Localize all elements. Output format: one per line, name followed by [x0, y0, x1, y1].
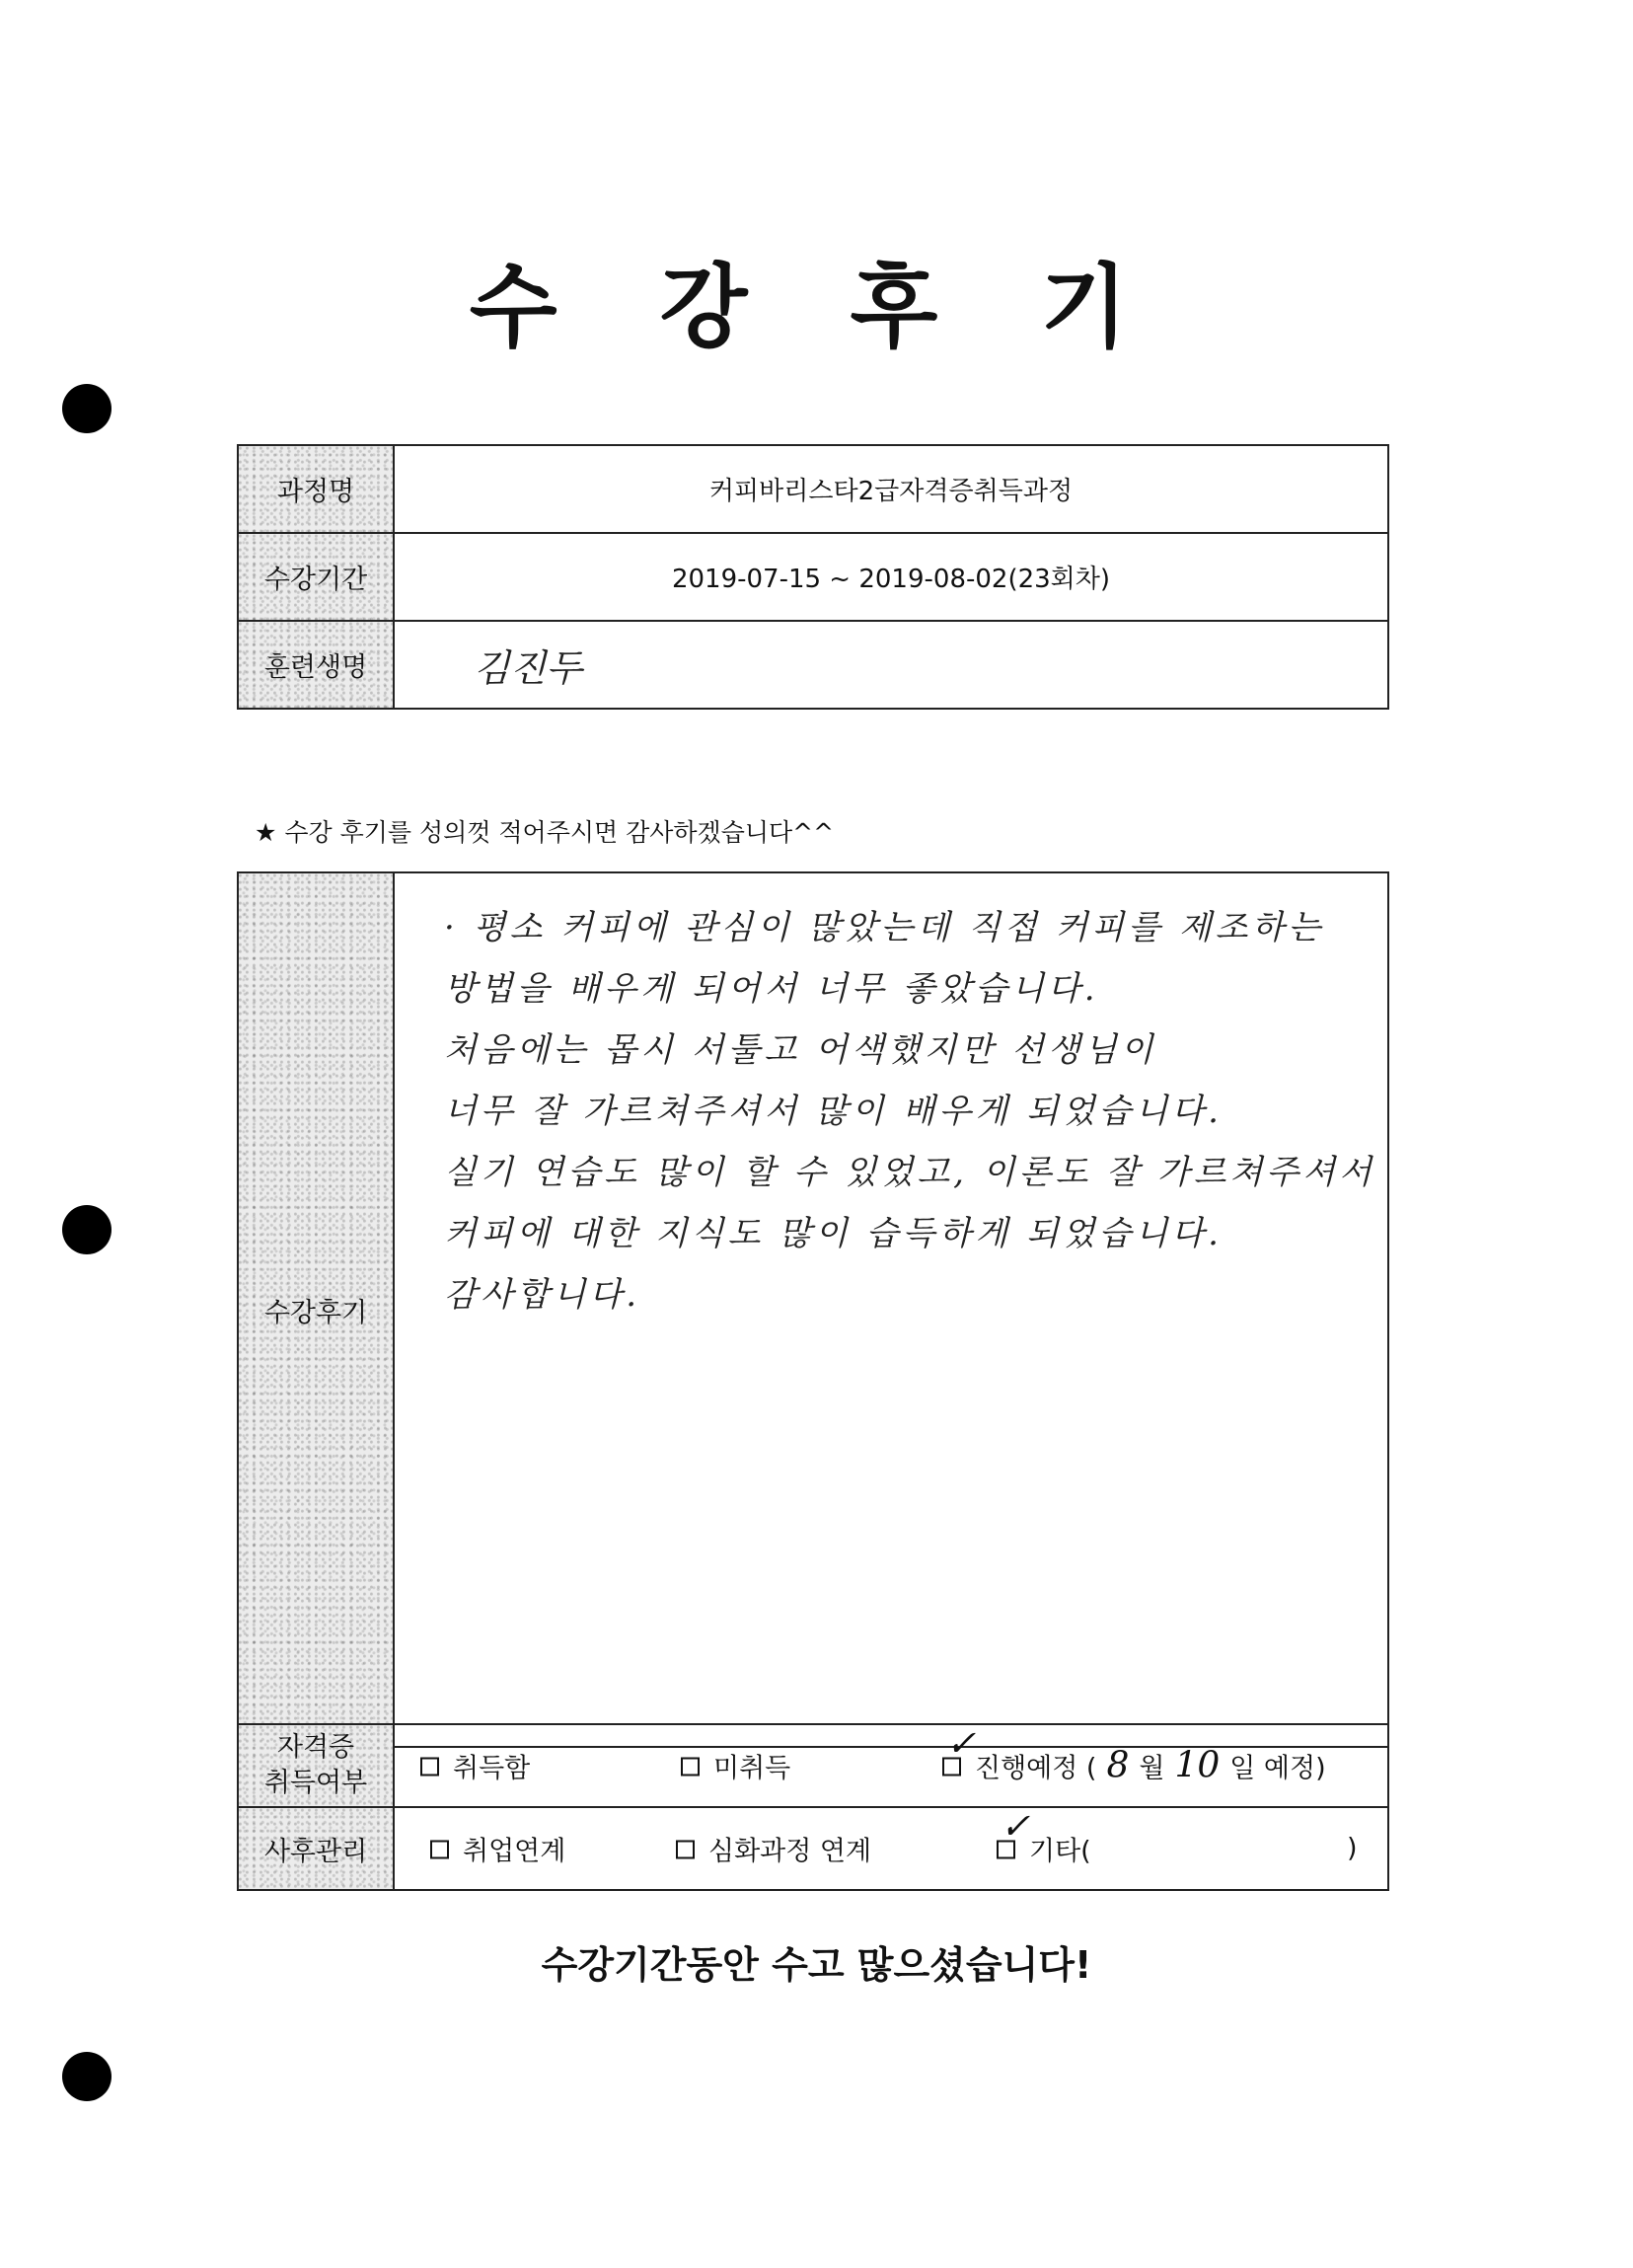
period-value: 2019-07-15 ~ 2019-08-02(23회차) [394, 533, 1388, 621]
aftercare-label: 사후관리 [238, 1807, 394, 1890]
document-title: 수 강 후 기 [469, 255, 1164, 360]
course-row [238, 445, 1388, 533]
option-employment[interactable]: 취업연계 [430, 1830, 565, 1868]
planned-day-handwritten: 10 [1174, 1745, 1221, 1786]
punch-hole-top [62, 384, 111, 433]
checkmark-icon: ✓ [946, 1723, 977, 1765]
trainee-name-handwritten: 김진두 [394, 621, 1388, 709]
review-line: 실기 연습도 많이 할 수 있었고, 이론도 잘 가르쳐주셔서 [444, 1153, 1375, 1192]
review-table [237, 871, 1389, 1748]
review-label: 수강후기 [238, 872, 394, 1747]
checkmark-icon: ✓ [1001, 1806, 1031, 1848]
certificate-label [238, 1724, 394, 1807]
trainee-label: 훈련생명 [238, 621, 394, 709]
option-planned[interactable]: ✓ 진행예정 ( 8 월 10 일 예정) [942, 1746, 1326, 1786]
checkbox-icon[interactable] [420, 1758, 439, 1777]
review-line: 감사합니다. [444, 1275, 641, 1315]
planned-month-handwritten: 8 [1106, 1745, 1130, 1786]
checkbox-checked-icon[interactable] [997, 1806, 1031, 1859]
checkbox-icon[interactable] [430, 1841, 449, 1859]
punch-hole-bottom [62, 2052, 111, 2101]
option-not-acquired[interactable]: 미취득 [681, 1747, 790, 1785]
certificate-label-line2: 취득여부 [263, 1768, 368, 1798]
review-line: 방법을 배우게 되어서 너무 좋았습니다. [444, 969, 1099, 1009]
review-line: · 평소 커피에 관심이 많았는데 직접 커피를 제조하는 [444, 908, 1325, 947]
review-row [238, 872, 1388, 1747]
trainee-row [238, 621, 1388, 709]
notice-text: ★ 수강 후기를 성의껏 적어주시면 감사하겠습니다^^ [255, 818, 835, 847]
period-label: 수강기간 [238, 533, 394, 621]
period-row [238, 533, 1388, 621]
checkbox-checked-icon[interactable] [942, 1723, 977, 1777]
checkbox-icon[interactable] [676, 1841, 695, 1859]
course-info-table [237, 444, 1389, 710]
certificate-row [238, 1724, 1388, 1807]
review-content [394, 872, 1388, 1747]
certificate-options [394, 1724, 1388, 1807]
aftercare-options [394, 1807, 1388, 1890]
course-value: 커피바리스타2급자격증취득과정 [394, 445, 1388, 533]
review-line: 너무 잘 가르쳐주셔서 많이 배우게 되었습니다. [444, 1092, 1223, 1131]
aftercare-row [238, 1807, 1388, 1890]
status-table [237, 1723, 1389, 1891]
punch-hole-middle [62, 1205, 111, 1254]
review-line: 처음에는 몹시 서툴고 어색했지만 선생님이 [444, 1030, 1157, 1070]
course-label: 과정명 [238, 445, 394, 533]
checkbox-icon[interactable] [681, 1758, 700, 1777]
certificate-label-line1: 자격증 [276, 1732, 355, 1763]
option-advanced-course[interactable]: 심화과정 연계 [676, 1830, 871, 1868]
option-other[interactable]: ✓ 기타( [997, 1830, 1091, 1868]
option-other-close: ) [1347, 1833, 1358, 1864]
review-line: 커피에 대한 지식도 많이 습득하게 되었습니다. [444, 1214, 1223, 1253]
footer-message: 수강기간동안 수고 많으셨습니다! [541, 1943, 1092, 1987]
option-acquired[interactable]: 취득함 [420, 1747, 530, 1785]
